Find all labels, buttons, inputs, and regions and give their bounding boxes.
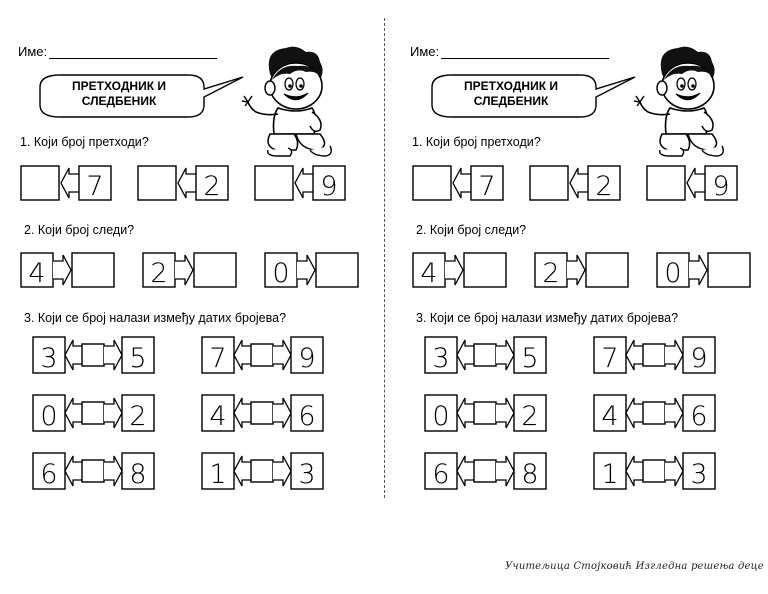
given-number: 1 xyxy=(601,459,619,490)
answer-box[interactable] xyxy=(82,460,104,482)
arrow-right-icon xyxy=(665,340,683,370)
given-number: 2 xyxy=(542,258,560,289)
arrow-right-icon xyxy=(567,255,585,285)
given-number: 7 xyxy=(209,343,227,374)
name-input-line[interactable] xyxy=(441,46,609,59)
arrow-left-icon xyxy=(570,168,588,198)
cartoon-boy-icon xyxy=(240,46,338,163)
given-number: 7 xyxy=(601,343,619,374)
given-number: 3 xyxy=(40,343,58,374)
arrow-right-icon xyxy=(104,398,122,428)
given-number: 4 xyxy=(601,401,619,432)
answer-box[interactable] xyxy=(474,402,496,424)
given-number: 6 xyxy=(40,459,58,490)
given-number: 8 xyxy=(129,459,147,490)
answer-box[interactable] xyxy=(194,253,236,287)
answer-box[interactable] xyxy=(316,253,358,287)
given-number: 8 xyxy=(521,459,539,490)
arrow-left-icon xyxy=(457,340,475,370)
answer-box[interactable] xyxy=(251,460,273,482)
arrow-right-icon xyxy=(297,255,315,285)
given-number: 7 xyxy=(478,171,496,202)
q3-grid xyxy=(424,335,744,500)
given-number: 6 xyxy=(298,401,316,432)
q3-grid xyxy=(32,335,352,500)
cartoon-boy-icon xyxy=(632,46,730,163)
arrow-left-icon xyxy=(234,456,252,486)
title-line-1: ПРЕТХОДНИК И xyxy=(72,79,166,93)
arrow-left-icon xyxy=(626,340,644,370)
arrow-right-icon xyxy=(665,456,683,486)
answer-box[interactable] xyxy=(138,166,176,200)
answer-box[interactable] xyxy=(82,402,104,424)
answer-box[interactable] xyxy=(586,253,628,287)
arrow-left-icon xyxy=(65,340,83,370)
given-number: 6 xyxy=(690,401,708,432)
title-bubble xyxy=(430,73,596,119)
given-number: 2 xyxy=(203,171,221,202)
answer-box[interactable] xyxy=(82,344,104,366)
given-number: 3 xyxy=(690,459,708,490)
given-number: 9 xyxy=(320,171,338,202)
question-1: 1. Који број претходи? xyxy=(412,135,541,149)
page-title xyxy=(444,79,578,109)
q2-row xyxy=(412,251,752,296)
arrow-right-icon xyxy=(273,456,291,486)
given-number: 3 xyxy=(298,459,316,490)
given-number: 2 xyxy=(150,258,168,289)
answer-box[interactable] xyxy=(647,166,685,200)
answer-box[interactable] xyxy=(643,344,665,366)
answer-box[interactable] xyxy=(474,460,496,482)
answer-box[interactable] xyxy=(708,253,750,287)
arrow-left-icon xyxy=(687,168,705,198)
question-2: 2. Који број следи? xyxy=(24,223,135,237)
given-number: 2 xyxy=(595,171,613,202)
arrow-left-icon xyxy=(626,456,644,486)
arrow-right-icon xyxy=(496,340,514,370)
answer-box[interactable] xyxy=(413,166,451,200)
answer-box[interactable] xyxy=(530,166,568,200)
given-number: 2 xyxy=(521,401,539,432)
given-number: 3 xyxy=(432,343,450,374)
given-number: 4 xyxy=(28,258,46,289)
page-title xyxy=(52,79,186,109)
answer-box[interactable] xyxy=(21,166,59,200)
question-2: 2. Који број следи? xyxy=(416,223,527,237)
given-number: 7 xyxy=(86,171,104,202)
arrow-left-icon xyxy=(234,340,252,370)
arrow-left-icon xyxy=(457,456,475,486)
given-number: 5 xyxy=(129,343,147,374)
arrow-left-icon xyxy=(295,168,313,198)
arrow-left-icon xyxy=(626,398,644,428)
worksheet-right xyxy=(392,0,768,520)
answer-box[interactable] xyxy=(643,460,665,482)
arrow-left-icon xyxy=(65,398,83,428)
name-label: Име: xyxy=(410,44,440,59)
title-line-2: СЛЕДБЕНИК xyxy=(473,94,549,108)
arrow-right-icon xyxy=(175,255,193,285)
footer-credit: Учитељица Стојковић Изгледна решења деце xyxy=(505,561,764,572)
answer-box[interactable] xyxy=(474,344,496,366)
question-1: 1. Који број претходи? xyxy=(20,135,149,149)
title-line-2: СЛЕДБЕНИК xyxy=(81,94,157,108)
answer-box[interactable] xyxy=(251,402,273,424)
q2-row xyxy=(20,251,360,296)
name-label: Име: xyxy=(18,44,48,59)
q1-row xyxy=(412,164,742,209)
given-number: 4 xyxy=(420,258,438,289)
given-number: 5 xyxy=(521,343,539,374)
arrow-left-icon xyxy=(457,398,475,428)
given-number: 0 xyxy=(432,401,450,432)
given-number: 9 xyxy=(690,343,708,374)
name-input-line[interactable] xyxy=(49,46,217,59)
question-3: 3. Који се број налази између датих бројева? xyxy=(24,311,287,325)
given-number: 0 xyxy=(40,401,58,432)
arrow-right-icon xyxy=(53,255,71,285)
arrow-right-icon xyxy=(273,398,291,428)
arrow-right-icon xyxy=(104,340,122,370)
title-bubble xyxy=(38,73,204,119)
page-divider xyxy=(384,18,385,498)
name-row xyxy=(410,44,609,59)
given-number: 1 xyxy=(209,459,227,490)
arrow-right-icon xyxy=(445,255,463,285)
arrow-left-icon xyxy=(65,456,83,486)
arrow-right-icon xyxy=(496,456,514,486)
q1-row xyxy=(20,164,350,209)
given-number: 0 xyxy=(664,258,682,289)
given-number: 0 xyxy=(272,258,290,289)
arrow-right-icon xyxy=(273,340,291,370)
given-number: 6 xyxy=(432,459,450,490)
answer-box[interactable] xyxy=(251,344,273,366)
given-number: 9 xyxy=(298,343,316,374)
given-number: 9 xyxy=(712,171,730,202)
worksheet-left xyxy=(0,0,384,520)
answer-box[interactable] xyxy=(255,166,293,200)
arrow-left-icon xyxy=(178,168,196,198)
answer-box[interactable] xyxy=(72,253,114,287)
arrow-left-icon xyxy=(61,168,79,198)
arrow-right-icon xyxy=(665,398,683,428)
arrow-right-icon xyxy=(104,456,122,486)
arrow-right-icon xyxy=(689,255,707,285)
arrow-left-icon xyxy=(234,398,252,428)
answer-box[interactable] xyxy=(464,253,506,287)
arrow-right-icon xyxy=(496,398,514,428)
question-3: 3. Који се број налази између датих бројева? xyxy=(416,311,679,325)
given-number: 4 xyxy=(209,401,227,432)
given-number: 2 xyxy=(129,401,147,432)
title-line-1: ПРЕТХОДНИК И xyxy=(464,79,558,93)
name-row xyxy=(18,44,217,59)
arrow-left-icon xyxy=(453,168,471,198)
answer-box[interactable] xyxy=(643,402,665,424)
